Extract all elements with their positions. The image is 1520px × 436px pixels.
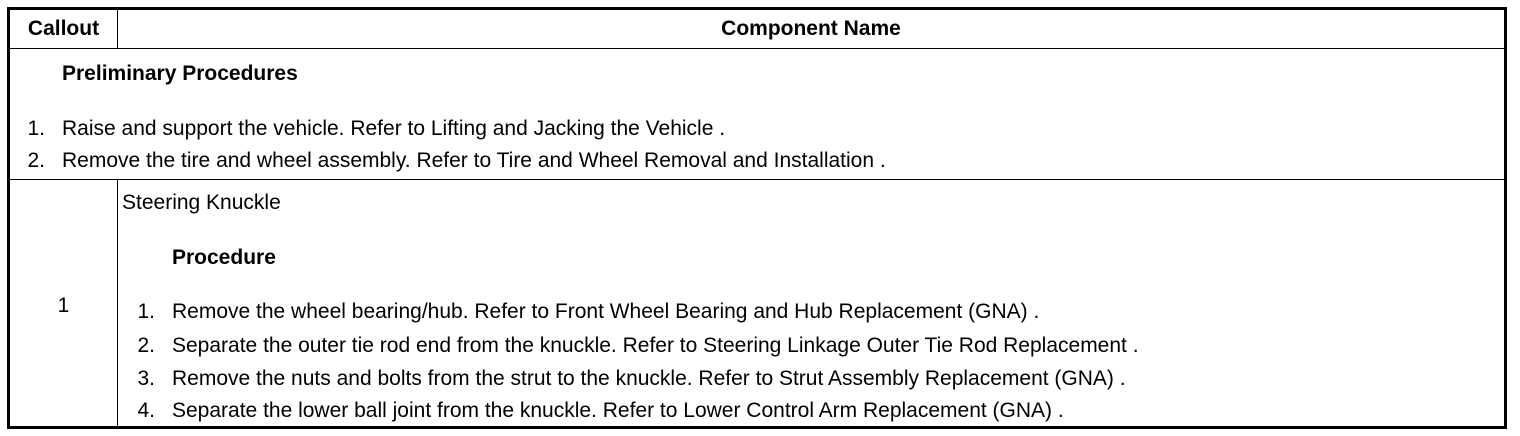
preliminary-step-number: 2. [27,149,45,172]
procedure-step-number: 1. [137,300,155,323]
preliminary-step-text: Remove the tire and wheel assembly. Refer to Tire and Wheel Removal and Installation . [62,149,886,172]
procedure-step-number: 2. [137,334,155,357]
column-divider [117,179,118,426]
header-divider [10,48,1504,49]
procedure-step-number: 4. [137,399,155,422]
procedure-step-number: 3. [137,367,155,390]
procedure-step-text: Separate the outer tie rod end from the knuckle. Refer to Steering Linkage Outer Tie Rod Replacement . [172,334,1139,357]
preliminary-step-text: Raise and support the vehicle. Refer to Lifting and Jacking the Vehicle . [62,117,726,140]
procedure-step-text: Remove the nuts and bolts from the strut to the knuckle. Refer to Strut Assembly Replacement (GNA) . [172,367,1126,390]
procedure-step-text: Remove the wheel bearing/hub. Refer to Front Wheel Bearing and Hub Replacement (GNA) . [172,300,1040,323]
row-divider [10,179,1504,180]
procedure-table [7,7,1507,429]
preliminary-step-number: 1. [27,117,45,140]
callout-number: 1 [57,294,70,317]
component-name: Steering Knuckle [122,191,281,214]
callout-header: Callout [27,17,100,40]
procedure-step-text: Separate the lower ball joint from the knuckle. Refer to Lower Control Arm Replacement (GNA) . [172,399,1064,422]
procedure-heading: Procedure [172,246,276,269]
component-name-header: Component Name [721,17,901,40]
preliminary-procedures-heading: Preliminary Procedures [62,62,298,85]
